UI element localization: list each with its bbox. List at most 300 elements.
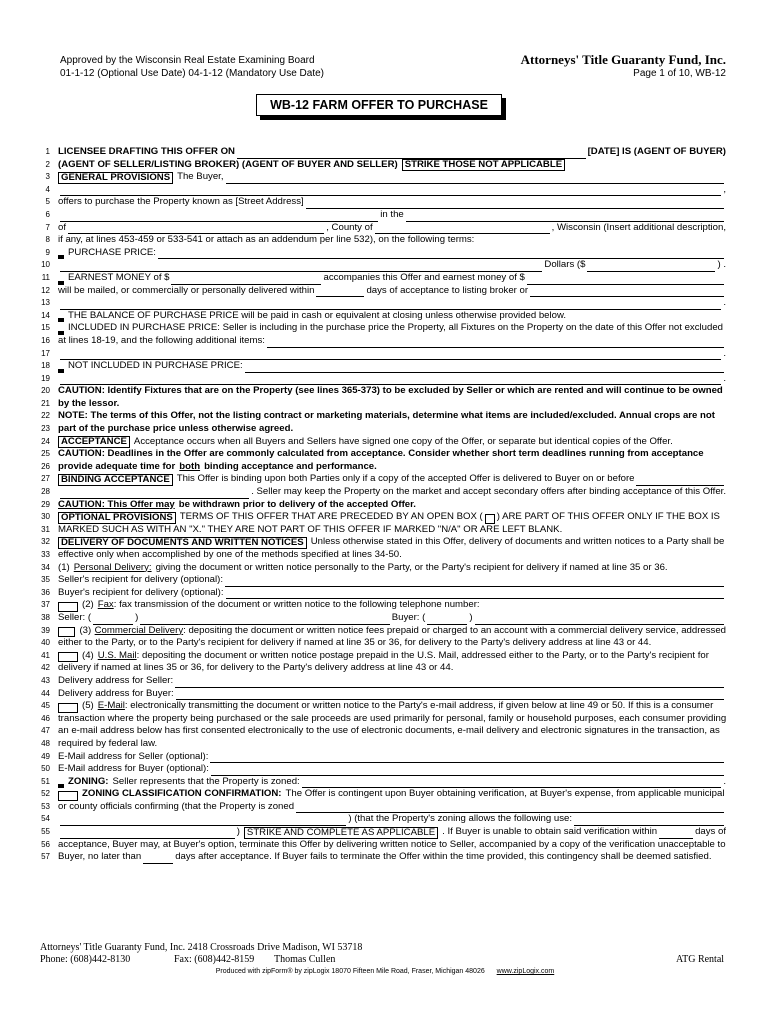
buyer-name-field[interactable]	[226, 174, 724, 184]
line-number: 11	[41, 272, 50, 282]
form-line	[36, 637, 726, 650]
zoning-confirmation-checkbox[interactable]	[58, 791, 78, 801]
line-number: 18	[41, 361, 50, 371]
line-text: by the lessor.	[58, 397, 120, 409]
line-number: 44	[41, 688, 50, 698]
line-text: either to the Party, or to the Party's recipient for delivery if named at line 35 or 36, for delivery to the Party's delivery address at line 43 or 44.	[58, 637, 652, 649]
section-optional-provisions: OPTIONAL PROVISIONS	[58, 512, 176, 524]
line-number: 36	[41, 587, 50, 597]
form-line	[36, 184, 726, 197]
form-line	[36, 788, 726, 801]
line-number: 24	[41, 436, 50, 446]
line-text: [DATE] IS (AGENT OF BUYER)	[587, 146, 726, 157]
line-content	[58, 486, 726, 499]
street-address-field[interactable]	[306, 199, 724, 209]
line-text: of	[58, 221, 67, 233]
line-number: 3	[45, 172, 50, 182]
form-line	[36, 473, 726, 486]
line-text: .	[723, 372, 726, 384]
line-content	[58, 423, 726, 436]
line-13-field[interactable]	[60, 300, 721, 310]
form-line	[36, 322, 726, 335]
line-text: )	[135, 611, 139, 623]
form-line	[36, 763, 726, 776]
line-number: 25	[41, 449, 50, 459]
line-content	[58, 146, 726, 159]
section-binding-acceptance: BINDING ACCEPTANCE	[58, 474, 173, 486]
form-line	[36, 562, 726, 575]
line-text: CAUTION: This Offer may	[58, 498, 175, 510]
municipality-field[interactable]	[406, 212, 724, 222]
seller-fax-area[interactable]	[93, 615, 133, 625]
line-content	[58, 222, 726, 235]
footer-phone: Phone: (608)442-8130	[40, 954, 131, 965]
line-number: 49	[41, 751, 50, 761]
page-info: Page 1 of 10, WB-12	[633, 68, 726, 79]
line-text: .	[723, 347, 726, 359]
line-content	[58, 373, 726, 386]
line-text: Seller's recipient for delivery (optional):	[58, 574, 223, 586]
line-number: 23	[41, 424, 50, 434]
line-number: 2	[45, 159, 50, 169]
form-line	[36, 272, 726, 285]
line-content	[58, 839, 726, 852]
line-content	[58, 385, 726, 398]
line-number: 17	[41, 348, 50, 358]
days-field[interactable]	[316, 287, 364, 297]
zoned-as-field-2[interactable]	[60, 816, 346, 826]
line-text: , County of	[326, 221, 373, 233]
line-number: 55	[41, 827, 50, 837]
email-checkbox[interactable]	[58, 703, 78, 713]
form-line	[36, 524, 726, 537]
zoning-use-field-2[interactable]	[60, 829, 235, 839]
fax-checkbox[interactable]	[58, 602, 78, 612]
form-line	[36, 348, 726, 361]
line-content	[58, 738, 726, 751]
line-text: E-Mail	[97, 700, 125, 712]
purchase-price-field[interactable]	[158, 249, 724, 259]
line-number: 1	[45, 147, 50, 156]
line-content	[58, 801, 726, 814]
line-text: acceptance, Buyer may, at Buyer's option, terminate this Offer by delivering written notice to Seller, accompanied by a copy of the verification unacceptable to	[58, 838, 726, 850]
form-line	[36, 725, 726, 738]
line-content	[58, 763, 726, 776]
line-content	[58, 448, 726, 461]
line-number: 21	[41, 398, 50, 408]
line-content	[58, 524, 726, 537]
line-text: : fax transmission of the document or written notice to the following telephone number:	[113, 599, 480, 611]
county-field[interactable]	[375, 224, 550, 234]
line-text: Unless otherwise stated in this Offer, delivery of documents and written notices to a Party shall be	[310, 536, 725, 548]
line-number: 42	[41, 663, 50, 673]
line-content	[58, 297, 726, 310]
line-number: 56	[41, 839, 50, 849]
footer-name: Thomas Cullen	[274, 954, 336, 965]
line-text: (3)	[79, 624, 92, 636]
line-text: an e-mail address below has first consented electronically to the use of electronic documents, e-mail delivery and electronic signatures in the transaction, as	[58, 725, 720, 737]
line-content	[58, 700, 726, 713]
line-content	[58, 713, 726, 726]
date-field[interactable]	[237, 149, 586, 159]
form-line	[36, 549, 726, 562]
line-text: U.S. Mail	[97, 649, 137, 661]
line-number: 50	[41, 764, 50, 774]
line-content	[58, 247, 726, 260]
line-text: CAUTION: Identify Fixtures that are on the Property (see lines 365-373) to be excluded by Seller or which are rented and will continue to be owned	[58, 385, 723, 397]
form-line	[36, 625, 726, 638]
line-text: : depositing the document or written notice fees prepaid or charged to an account with a commercial delivery service, addressed	[183, 624, 726, 636]
form-line	[36, 461, 726, 474]
line-text: E-Mail address for Buyer (optional):	[58, 763, 209, 775]
approval-line: Approved by the Wisconsin Real Estate Examining Board	[60, 55, 315, 66]
line-content	[58, 599, 726, 612]
line-text: (AGENT OF SELLER/LISTING BROKER) (AGENT OF BUYER AND SELLER)	[58, 158, 398, 170]
line-content	[58, 612, 726, 625]
form-line	[36, 599, 726, 612]
of-field[interactable]	[68, 224, 324, 234]
line-number: 45	[41, 701, 50, 711]
line-text: accompanies this Offer and earnest money of $	[323, 271, 525, 283]
form-line	[36, 234, 726, 247]
line-content	[58, 499, 726, 512]
form-title: WB-12 FARM OFFER TO PURCHASE	[256, 94, 502, 116]
line-number: 4	[45, 184, 50, 194]
excluded-items-field-2[interactable]	[60, 375, 721, 385]
line-text: required by federal law.	[58, 737, 158, 749]
footer-produced	[0, 968, 770, 975]
line-text: ) .	[717, 259, 726, 271]
line-text: Fax	[97, 599, 114, 611]
excluded-items-field[interactable]	[245, 363, 724, 373]
line-number: 26	[41, 461, 50, 471]
line-number: 27	[41, 474, 50, 484]
line-text: ) ARE PART OF THIS OFFER ONLY IF THE BOX IS	[496, 511, 720, 523]
line-number: 20	[41, 386, 50, 396]
line-number: 10	[41, 260, 50, 270]
line-content	[58, 461, 726, 474]
line-content	[58, 788, 726, 801]
form-line	[36, 511, 726, 524]
line-text: provide adequate time for	[58, 460, 176, 472]
earnest-money-2-field[interactable]	[527, 275, 724, 285]
buyer-recipient-field[interactable]	[226, 589, 724, 599]
line-text: Commercial Delivery	[94, 624, 184, 636]
line-content	[58, 322, 726, 335]
line-content	[58, 259, 726, 272]
line-text: PURCHASE PRICE:	[68, 246, 156, 258]
form-line	[36, 801, 726, 814]
line-text: if any, at lines 453-459 or 533-541 or attach as an addendum per line 532), on the following terms:	[58, 234, 475, 246]
line-text: The Buyer,	[177, 171, 224, 183]
line-content	[58, 436, 726, 449]
line-content	[58, 184, 726, 197]
line-number: 35	[41, 575, 50, 585]
section-delivery: DELIVERY OF DOCUMENTS AND WRITTEN NOTICES	[58, 537, 307, 549]
company-header	[521, 52, 726, 81]
line-text: or county officials confirming (that the Property is zoned	[58, 800, 295, 812]
form-line	[36, 196, 726, 209]
line-content	[58, 851, 726, 864]
company-name: Attorneys' Title Guaranty Fund, Inc.	[520, 52, 726, 67]
line-text: LICENSEE DRAFTING THIS OFFER ON	[58, 146, 235, 157]
form-line	[36, 385, 726, 398]
line-number: 32	[41, 537, 50, 547]
line-text: Buyer's recipient for delivery (optional):	[58, 586, 224, 598]
line-content	[58, 813, 726, 826]
form-line	[36, 486, 726, 499]
line-number: 28	[41, 487, 50, 497]
line-text: (4)	[82, 649, 94, 661]
form-line	[36, 688, 726, 701]
line-content	[58, 562, 726, 575]
line-text: TERMS OF THIS OFFER THAT ARE PRECEDED BY AN OPEN BOX (	[179, 511, 483, 523]
line-content	[58, 650, 726, 663]
address-field-2[interactable]	[60, 212, 378, 222]
form-line	[36, 738, 726, 751]
zoning-field[interactable]	[302, 778, 722, 788]
line-content	[58, 688, 726, 701]
line-content	[58, 675, 726, 688]
line-content	[58, 272, 726, 285]
form-line	[36, 839, 726, 852]
line-text: THE BALANCE OF PURCHASE PRICE will be paid in cash or equivalent at closing unless otherwise provided below.	[68, 309, 567, 321]
line-text: (5)	[82, 700, 94, 712]
line-number: 48	[41, 738, 50, 748]
line-text: )	[236, 826, 240, 838]
line-content	[58, 549, 726, 562]
line-text: be withdrawn prior to delivery of the accepted Offer.	[178, 498, 416, 510]
line-content	[58, 662, 726, 675]
line-number: 5	[45, 197, 50, 207]
zoning-use-field[interactable]	[574, 816, 724, 826]
form-line	[36, 310, 726, 323]
form-line	[36, 436, 726, 449]
line-number: 43	[41, 675, 50, 685]
form-line	[36, 675, 726, 688]
line-content	[58, 398, 726, 411]
commercial-delivery-checkbox[interactable]	[58, 627, 75, 637]
line-text: : depositing the document or written notice postage prepaid in the U.S. Mail, addressed either to the Party, or to the Party's recipient for	[136, 649, 709, 661]
line-content	[58, 637, 726, 650]
form-line	[36, 536, 726, 549]
binding-date-field[interactable]	[636, 476, 724, 486]
line-text: Seller represents that the Property is zoned:	[112, 775, 300, 787]
termination-days-field[interactable]	[143, 854, 173, 864]
ziplogix-link[interactable]: www.zipLogix.com	[496, 968, 555, 975]
form-line	[36, 410, 726, 423]
line-text: delivery if named at lines 35 or 36, for delivery to the Party's delivery address at line 43 or 44.	[58, 662, 454, 674]
line-text: STRIKE THOSE NOT APPLICABLE	[402, 159, 565, 171]
line-content	[58, 473, 726, 486]
line-text: , Wisconsin (Insert additional description,	[551, 221, 726, 233]
line-number: 16	[41, 335, 50, 345]
buyer-fax-field[interactable]	[475, 615, 724, 625]
line-number: 22	[41, 411, 50, 421]
line-number: 54	[41, 814, 50, 824]
line-content	[58, 587, 726, 600]
section-acceptance: ACCEPTANCE	[58, 436, 130, 448]
line-text: Delivery address for Buyer:	[58, 687, 174, 699]
line-text: . If Buyer is unable to obtain said verification within	[442, 826, 658, 838]
footer-rental: ATG Rental	[676, 954, 725, 965]
line-content	[58, 159, 726, 172]
section-general-provisions: GENERAL PROVISIONS	[58, 172, 173, 184]
form-line	[36, 700, 726, 713]
line-number: 14	[41, 310, 50, 320]
form-line	[36, 335, 726, 348]
line-text: transaction where the property being purchased or the sale proceeds are used primarily for personal, family or household purposes, each consumer providing	[58, 712, 726, 724]
line-text: MARKED SUCH AS WITH AN "X." THEY ARE NOT PART OF THIS OFFER IF MARKED "N/A" OR ARE LEFT BLANK.	[58, 523, 563, 535]
form-line	[36, 285, 726, 298]
line-content	[58, 511, 726, 524]
line-content	[58, 360, 726, 373]
line-text: giving the document or written notice personally to the Party, or the Party's recipient for delivery if named at line 35 or 36.	[155, 561, 668, 573]
line-content	[58, 725, 726, 738]
verification-days-field[interactable]	[659, 829, 693, 839]
line-number: 53	[41, 801, 50, 811]
seller-fax-field[interactable]	[140, 615, 389, 625]
line-text: will be mailed, or commercially or personally delivered within	[58, 284, 315, 296]
line-content	[58, 410, 726, 423]
form-line	[36, 612, 726, 625]
form-line	[36, 247, 726, 260]
line-text: days of	[695, 826, 726, 838]
line-number: 19	[41, 373, 50, 383]
line-text: This Offer is binding upon both Parties only if a copy of the accepted Offer is delivered to Buyer on or before	[176, 473, 635, 485]
line-number: 12	[41, 285, 50, 295]
buyer-email-field[interactable]	[211, 766, 724, 776]
footer-fax: Fax: (608)442-8159	[174, 954, 255, 965]
line-text: in the	[380, 208, 404, 220]
line-number: 41	[41, 650, 50, 660]
line-number: 29	[41, 499, 50, 509]
line-text: CAUTION: Deadlines in the Offer are commonly calculated from acceptance. Consider whether short term deadlines running from acceptance	[58, 448, 704, 460]
form-line	[36, 587, 726, 600]
line-text: ZONING CLASSIFICATION CONFIRMATION:	[82, 788, 282, 800]
form-body	[36, 146, 726, 864]
form-line	[36, 146, 726, 159]
line-number: 38	[41, 612, 50, 622]
form-line	[36, 713, 726, 726]
line-number: 37	[41, 600, 50, 610]
line-text: days of acceptance to listing broker or	[366, 284, 529, 296]
line-number: 15	[41, 323, 50, 333]
line-text: NOTE: The terms of this Offer, not the listing contract or marketing materials, determine what items are included/excluded. Annual crops are not	[58, 410, 715, 422]
line-text: ZONING:	[68, 775, 109, 787]
purchase-price-amount[interactable]	[587, 262, 715, 272]
buyer-delivery-address[interactable]	[176, 690, 724, 700]
line-number: 13	[41, 298, 50, 308]
line-text: Personal Delivery:	[73, 561, 152, 573]
line-content	[58, 751, 726, 764]
binding-date-field-2[interactable]	[60, 489, 249, 499]
line-content	[58, 335, 726, 348]
line-number: 46	[41, 713, 50, 723]
use-dates-line: 01-1-12 (Optional Use Date) 04-1-12 (Mandatory Use Date)	[60, 68, 325, 79]
buyer-fax-area[interactable]	[427, 615, 467, 625]
line-content	[58, 234, 726, 247]
line-number: 52	[41, 789, 50, 799]
produced-text: Produced with zipForm® by zipLogix 18070 Fifteen Mile Road, Fraser, Michigan 48026	[215, 968, 485, 975]
form-line	[36, 448, 726, 461]
earnest-money-field[interactable]	[171, 275, 321, 285]
line-number: 39	[41, 625, 50, 635]
included-items-field-2[interactable]	[60, 350, 721, 360]
line-content	[58, 536, 726, 549]
line-number: 31	[41, 524, 50, 534]
seller-recipient-field[interactable]	[225, 577, 724, 587]
line-text: both	[179, 460, 201, 472]
line-text: Delivery address for Seller:	[58, 674, 174, 686]
form-line	[36, 776, 726, 789]
line-text: (2)	[82, 599, 94, 611]
line-text: .	[723, 297, 726, 309]
line-content	[58, 348, 726, 361]
line-text: . Seller may keep the Property on the market and accept secondary offers after binding acceptance of this Offer.	[251, 486, 726, 498]
line-content	[58, 574, 726, 587]
line-content	[58, 776, 726, 789]
line-text: )	[469, 611, 473, 623]
form-line	[36, 159, 726, 172]
line-text: ) (that the Property's zoning allows the following use:	[348, 813, 572, 825]
form-line	[36, 222, 726, 235]
form-line	[36, 398, 726, 411]
line-text: .	[723, 775, 726, 787]
form-line	[36, 423, 726, 436]
seller-delivery-address[interactable]	[175, 678, 724, 688]
buyer-name-field-2[interactable]	[60, 186, 721, 196]
included-items-field[interactable]	[267, 338, 724, 348]
line-number: 8	[45, 235, 50, 245]
open-box-icon	[485, 514, 495, 524]
seller-email-field[interactable]	[210, 753, 724, 763]
line-text: part of the purchase price unless otherwise agreed.	[58, 423, 294, 435]
zoned-as-field[interactable]	[296, 803, 724, 813]
line-text: NOT INCLUDED IN PURCHASE PRICE:	[68, 360, 243, 372]
us-mail-checkbox[interactable]	[58, 652, 78, 662]
line-text: Dollars ($	[544, 259, 586, 271]
line-text: STRIKE AND COMPLETE AS APPLICABLE	[244, 827, 438, 839]
form-line	[36, 360, 726, 373]
line-number: 51	[41, 776, 50, 786]
line-text: INCLUDED IN PURCHASE PRICE: Seller is including in the purchase price the Property, all Fixtures on the Property on the date of this Offer not excluded	[68, 322, 723, 334]
form-line	[36, 259, 726, 272]
line-number: 47	[41, 726, 50, 736]
line-text: binding acceptance and performance.	[204, 460, 377, 472]
line-number: 57	[41, 852, 50, 862]
line-text: Acceptance occurs when all Buyers and Sellers have signed one copy of the Offer, or separate but identical copies of the Offer.	[133, 435, 673, 447]
approval-header	[60, 54, 324, 80]
line-text: E-Mail address for Seller (optional):	[58, 750, 209, 762]
form-line	[36, 813, 726, 826]
form-line	[36, 751, 726, 764]
line-text: EARNEST MONEY of $	[68, 271, 170, 283]
line-number: 34	[41, 562, 50, 572]
line-content	[58, 826, 726, 839]
form-line	[36, 826, 726, 839]
purchase-price-words[interactable]	[60, 262, 542, 272]
line-content	[58, 209, 726, 222]
line-number: 6	[45, 209, 50, 219]
listing-broker-field[interactable]	[530, 287, 724, 297]
line-number: 30	[41, 512, 50, 522]
footer-address: Attorneys' Title Guaranty Fund, Inc. 2418 Crossroads Drive Madison, WI 53718	[40, 942, 363, 953]
form-line	[36, 650, 726, 663]
line-content	[58, 625, 726, 638]
line-text: : electronically transmitting the document or written notice to the Party's e-mail address, if given below at line 49 or 50. If this is a consumer	[124, 700, 714, 712]
line-text: The Offer is contingent upon Buyer obtaining verification, at Buyer's expense, from applicable municipal	[285, 788, 725, 800]
